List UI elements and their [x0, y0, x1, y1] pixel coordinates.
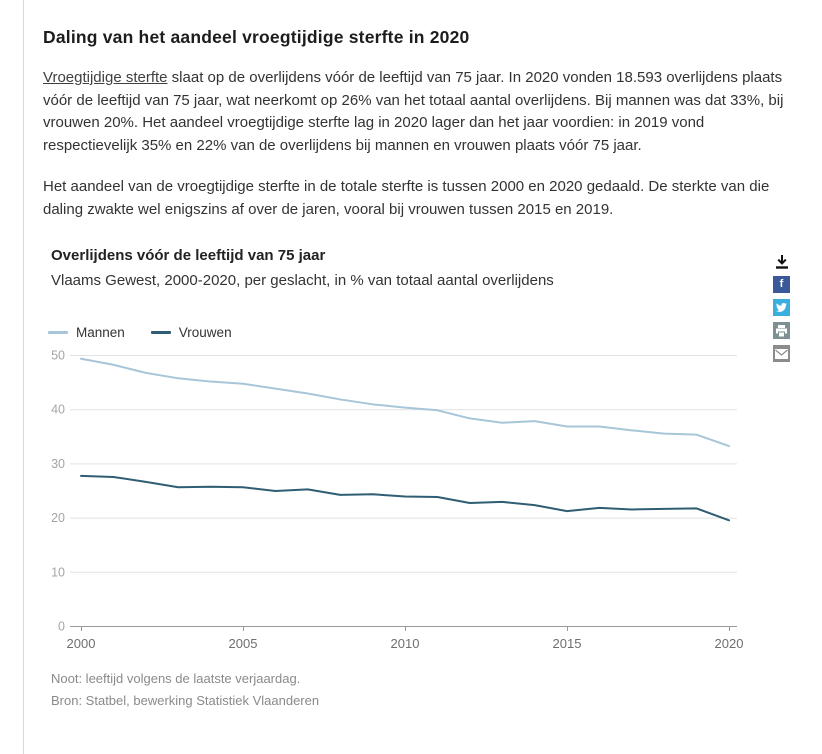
mannen-legend-label: Mannen	[76, 325, 125, 340]
svg-text:2020: 2020	[714, 636, 744, 651]
left-divider	[23, 0, 24, 754]
vrouwen-legend-label: Vrouwen	[178, 325, 232, 340]
svg-text:40: 40	[51, 402, 65, 417]
line-chart	[43, 345, 790, 657]
download-icon[interactable]	[773, 253, 790, 270]
svg-text:10: 10	[51, 565, 65, 580]
trend-paragraph: Het aandeel van de vroegtijdige sterfte in de totale sterfte is tussen 2000 en 2020 gedaald. De sterkte van die daling zwakte wel enigszins af over de jaren, vooral bij vrouwen tussen 2015 en 2019.	[43, 178, 770, 218]
chart-source: Bron: Statbel, bewerking Statistiek Vlaanderen	[51, 693, 320, 708]
page-title: Daling van het aandeel vroegtijdige sterfte in 2020	[43, 27, 470, 47]
mannen-line-swatch	[48, 331, 68, 334]
chart-legend	[48, 325, 790, 340]
svg-text:30: 30	[51, 456, 65, 471]
intro-paragraph-text: slaat op de overlijdens vóór de leeftijd van 75 jaar. In 2020 vonden 18.593 overlijdens plaats vóór de leeftijd van 75 jaar, wat neerkomt op 26% van het totaal aantal overlijdens. Bij mannen was dat 33%, bij vrouwen 20%. Het aandeel vroegtijdige sterfte lag in 2020 lager dan het jaar voordien: in 2019 vond respectievelijk 35% en 22% van de overlijdens bij mannen en vrouwen plaats vóór 75 jaar.	[43, 69, 784, 154]
svg-text:0: 0	[58, 619, 65, 634]
chart-note: Noot: leeftijd volgens de laatste verjaardag.	[51, 671, 301, 686]
svg-text:2000: 2000	[66, 636, 96, 651]
envelope-icon[interactable]	[773, 345, 790, 362]
article-content	[43, 0, 790, 708]
legend-item-mannen[interactable]	[48, 325, 125, 340]
twitter-bird-icon[interactable]	[773, 299, 790, 316]
chart-subtitle: Vlaams Gewest, 2000-2020, per geslacht, in % van totaal aantal overlijdens	[51, 272, 554, 289]
printer-icon[interactable]	[773, 322, 790, 339]
svg-text:2005: 2005	[228, 636, 258, 651]
svg-text:2015: 2015	[552, 636, 582, 651]
facebook-icon[interactable]	[773, 276, 790, 293]
legend-item-vrouwen[interactable]	[151, 325, 232, 340]
vrouwen-line-swatch	[151, 331, 171, 334]
facebook-letter: f	[779, 278, 784, 290]
vroegtijdige-sterfte-link[interactable]: Vroegtijdige sterfte	[43, 69, 168, 86]
intro-paragraph	[43, 67, 790, 157]
chart-widget	[43, 247, 790, 708]
svg-text:20: 20	[51, 511, 65, 526]
chart-title: Overlijdens vóór de leeftijd van 75 jaar	[51, 247, 326, 264]
svg-text:2010: 2010	[390, 636, 420, 651]
share-toolbar	[773, 253, 790, 362]
svg-text:50: 50	[51, 348, 65, 363]
